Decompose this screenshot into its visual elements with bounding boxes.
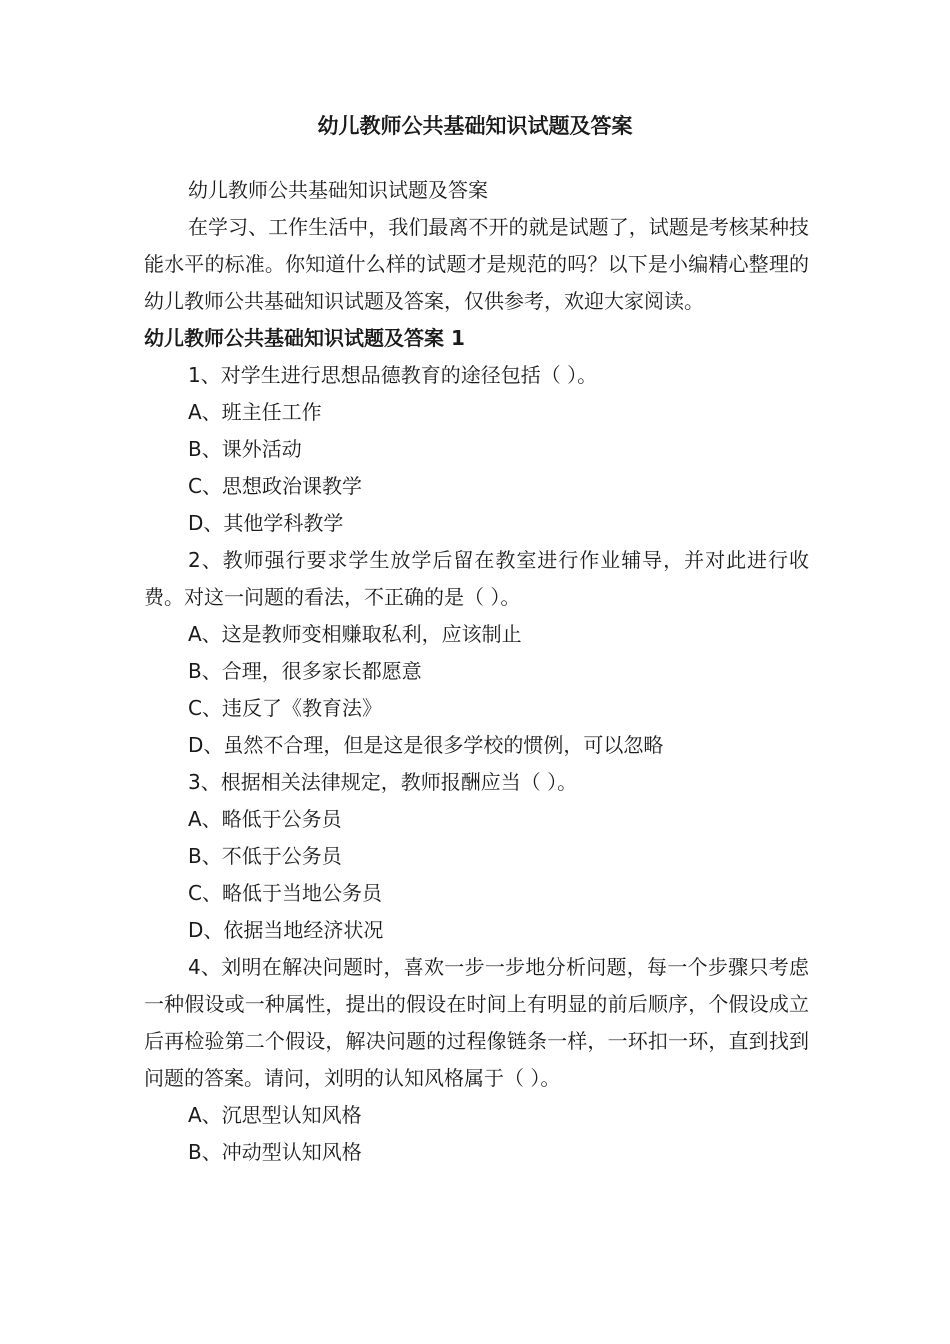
document-body [144,172,809,1171]
intro-title: 幼儿教师公共基础知识试题及答案 [188,178,488,202]
q4-option-a: A、沉思型认知风格 [188,1103,362,1127]
q1-option-c: C、思想政治课教学 [188,474,362,498]
q3-option-c: C、略低于当地公务员 [188,881,382,905]
question-4: 4、刘明在解决问题时，喜欢一步一步地分析问题，每一个步骤只考虑一种假设或一种属性，提出的假设在时间上有明显的前后顺序，个假设成立后再检验第二个假设，解决问题的过程像链条一样，一环扣一环，直到找到问题的答案。请问，刘明的认知风格属于（ ）。 [144,955,809,1090]
q2-option-c: C、违反了《教育法》 [188,696,382,720]
document-title: 幼儿教师公共基础知识试题及答案 [317,114,633,138]
q2-option-a: A、这是教师变相赚取私利，应该制止 [188,622,522,646]
intro-paragraph: 在学习、工作生活中，我们最离不开的就是试题了，试题是考核某种技能水平的标准。你知道什么样的试题才是规范的吗？以下是小编精心整理的幼儿教师公共基础知识试题及答案，仅供参考，欢迎大家阅读。 [144,215,809,313]
q3-option-a: A、略低于公务员 [188,807,342,831]
question-2: 2、教师强行要求学生放学后留在教室进行作业辅导，并对此进行收费。对这一问题的看法，不正确的是（ ）。 [144,548,809,609]
q1-option-a: A、班主任工作 [188,400,322,424]
section-heading: 幼儿教师公共基础知识试题及答案 1 [144,326,465,350]
q2-option-d: D、虽然不合理，但是这是很多学校的惯例，可以忽略 [188,733,664,757]
q3-option-d: D、依据当地经济状况 [188,918,384,942]
question-3: 3、根据相关法律规定，教师报酬应当（ ）。 [188,770,578,794]
question-1: 1、对学生进行思想品德教育的途径包括（ ）。 [188,363,598,387]
q1-option-d: D、其他学科教学 [188,511,344,535]
q2-option-b: B、合理，很多家长都愿意 [188,659,422,683]
q4-option-b: B、冲动型认知风格 [188,1140,362,1164]
q1-option-b: B、课外活动 [188,437,302,461]
q3-option-b: B、不低于公务员 [188,844,342,868]
